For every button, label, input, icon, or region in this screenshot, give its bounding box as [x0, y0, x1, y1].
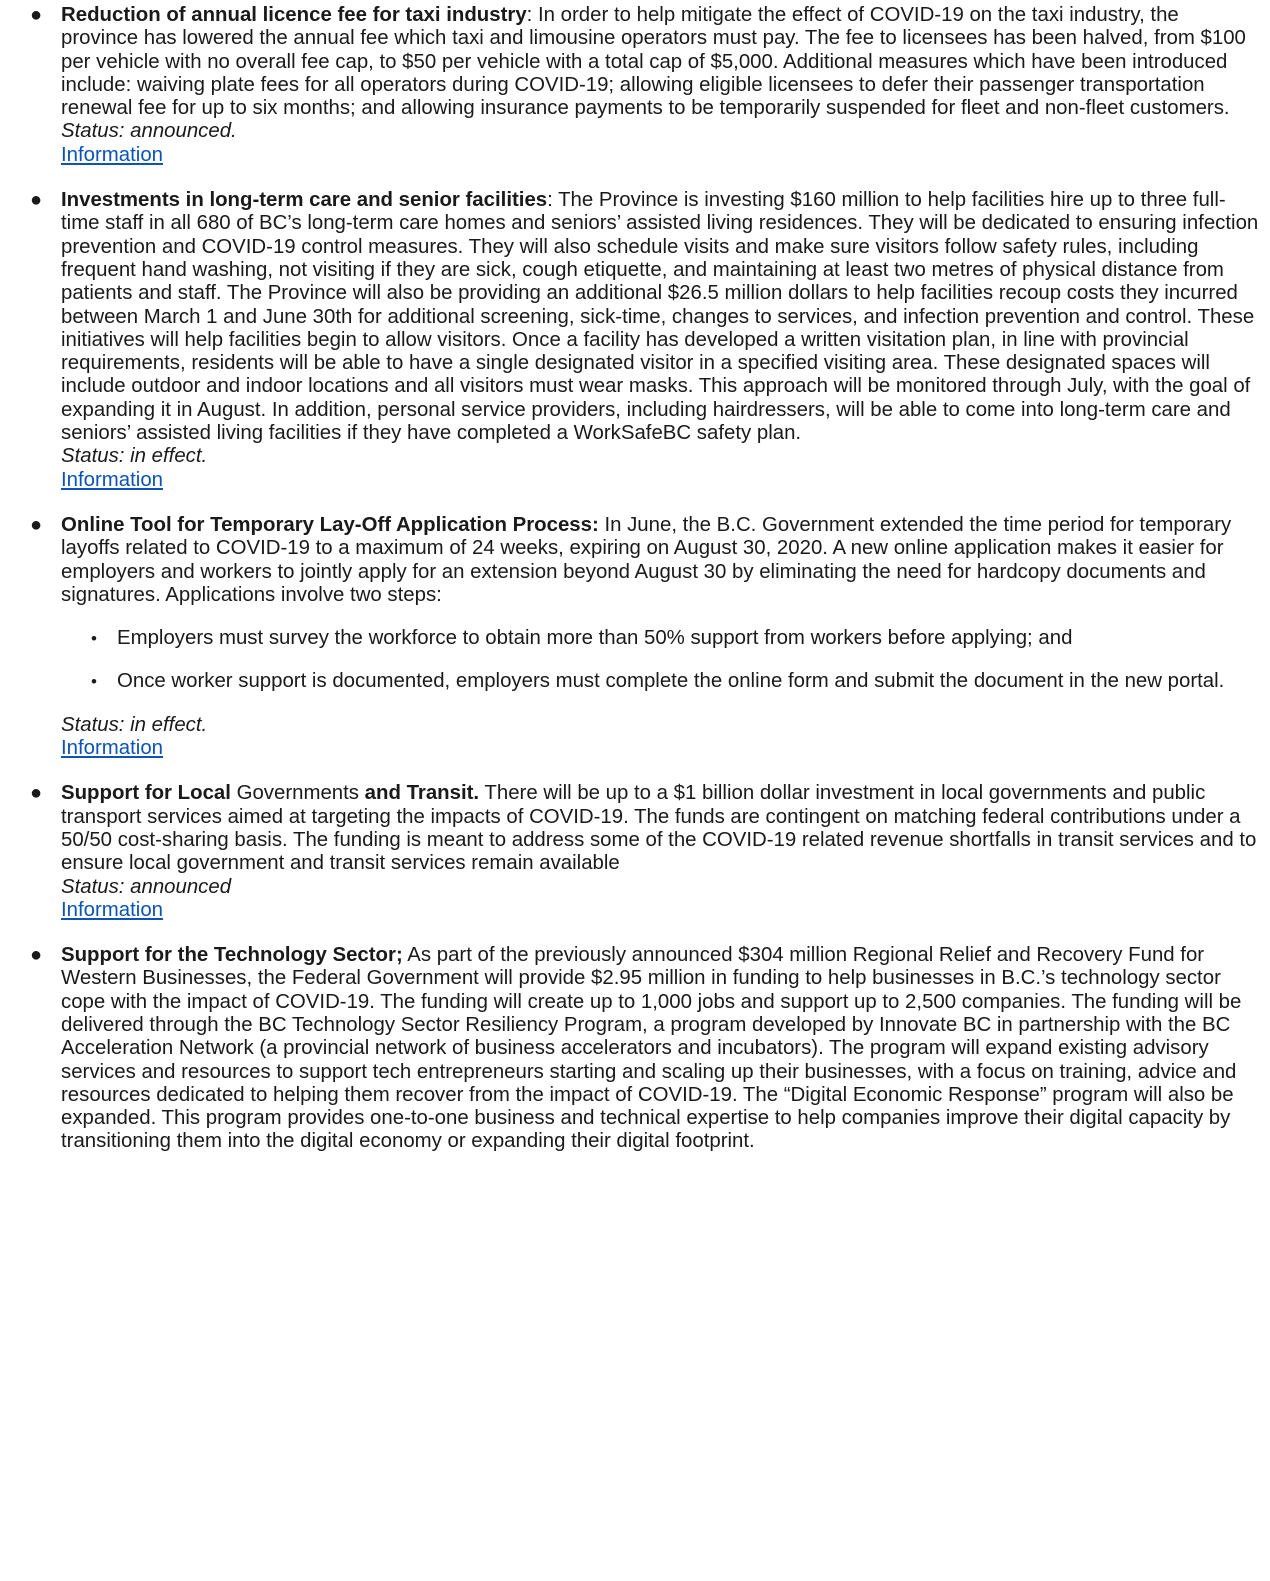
item-paragraph — [61, 944, 1260, 1154]
sub-bullet-icon: • — [91, 672, 97, 692]
item-body: : The Province is investing $160 million to help facilities hire up to three full-time staff in all 680 of BC’s long-term care homes and seniors’ assisted living residences. They will be dedicated to ensuring infection prevention and COVID-19 control measures. They will also schedule visits and make sure visitors follow safety rules, including frequent hand washing, not visiting if they are sick, cough etiquette, and maintaining at least two metres of physical distance from patients and staff. The Province will also be providing an additional $26.5 million dollars to help facilities recoup costs they incurred between March 1 and June 30th for additional screening, sick-time, changes to services, and infection prevention and control. These initiatives will help facilities begin to allow visitors. Once a facility has developed a written visitation plan, in line with provincial requirements, residents will be able to have a single designated visitor in a specified visiting area. These designated spaces will include outdoor and indoor locations and all visitors must wear masks. This approach will be monitored through July, with the goal of expanding it in August. In addition, personal service providers, including hairdressers, will be able to come into long-term care and seniors’ assisted living facilities if they have completed a WorkSafeBC safety plan. — [61, 189, 1259, 445]
bullet-icon: ● — [30, 782, 43, 805]
list-item-taxi-fee — [0, 4, 1270, 167]
item-body: In June, the B.C. Government extended the time period for temporary layoffs related to COVID-19 to a maximum of 24 weeks, expiring on August 30, 2020. A new online application makes it easier for employers and workers to jointly apply for an extension beyond August 30 by eliminating the need for hardcopy documents and signatures. Applications involve two steps: — [61, 513, 1232, 606]
sub-list-item — [85, 627, 1260, 650]
status-text: Status: announced — [61, 875, 232, 898]
list-item-technology-sector — [0, 944, 1270, 1154]
item-body: There will be up to a $1 billion dollar investment in local governments and public transport services aimed at targeting the impacts of COVID-19. The funds are contingent on matching federal contributions under a 50/50 cost-sharing basis. The funding is meant to address some of the COVID-19 related revenue shortfalls in transit services and to ensure local government and transit services remain available — [61, 782, 1257, 875]
status-text: Status: announced. — [61, 120, 237, 143]
sub-list-item — [85, 670, 1260, 693]
bullet-icon: ● — [30, 189, 43, 212]
item-title: Reduction of annual licence fee for taxi industry — [61, 4, 527, 26]
item-body: : In order to help mitigate the effect of COVID-19 on the taxi industry, the province has lowered the annual fee which taxi and limousine operators must pay. The fee to licensees has been halved, from $100 per vehicle with no overall fee cap, to $50 per vehicle with a total cap of $5,000. Additional measures which have been introduced include: waiving plate fees for all operators during COVID-19; allowing eligible licensees to defer their passenger transportation renewal fee for up to six months; and allowing insurance payments to be temporarily suspended for fleet and non-fleet customers. — [61, 4, 1246, 120]
status-text: Status: in effect. — [61, 445, 208, 468]
bullet-icon: ● — [30, 4, 43, 26]
list-item-local-governments-transit — [0, 782, 1270, 922]
information-link[interactable]: Information — [61, 468, 164, 491]
item-title: Online Tool for Temporary Lay-Off Application Process: — [61, 513, 599, 536]
item-paragraph — [61, 4, 1260, 120]
status-text: Status: in effect. — [61, 713, 208, 736]
bullet-icon: ● — [30, 513, 43, 536]
item-title: Support for the Technology Sector; — [61, 944, 403, 967]
item-title: and Transit. — [364, 782, 480, 805]
sub-bullet-icon: • — [91, 629, 97, 649]
information-link[interactable]: Information — [61, 143, 164, 166]
item-paragraph — [61, 782, 1260, 875]
list-item-lay-off-tool — [0, 514, 1270, 760]
steps-sublist — [61, 627, 1260, 694]
measures-list — [0, 4, 1270, 1154]
item-paragraph — [61, 189, 1260, 445]
information-link[interactable]: Information — [61, 737, 164, 760]
sub-item-text: Employers must survey the workforce to obtain more than 50% support from workers before applying; and — [117, 627, 1073, 650]
item-title: Support for Local — [61, 782, 231, 805]
information-link[interactable]: Information — [61, 898, 164, 921]
item-title: Investments in long-term care and senior facilities — [61, 189, 548, 212]
item-title-plain: Governments — [230, 782, 365, 805]
item-paragraph — [61, 514, 1260, 607]
sub-item-text: Once worker support is documented, employers must complete the online form and submit the document in the new portal. — [117, 670, 1225, 693]
list-item-long-term-care — [0, 189, 1270, 492]
item-body: As part of the previously announced $304 million Regional Relief and Recovery Fund for Western Businesses, the Federal Government will provide $2.95 million in funding to help businesses in B.C.’s technology sector cope with the impact of COVID-19. The funding will create up to 1,000 jobs and support up to 2,500 companies. The funding will be delivered through the BC Technology Sector Resiliency Program, a program developed by Innovate BC in partnership with the BC Acceleration Network (a provincial network of business accelerators and incubators). The program will expand existing advisory services and resources to support tech entrepreneurs starting and scaling up their businesses, with a focus on training, advice and resources dedicated to helping them recover from the impact of COVID-19. The “Digital Economic Response” program will also be expanded. This program provides one-to-one business and technical expertise to help companies improve their digital capacity by transitioning them into the digital economy or expanding their digital footprint. — [61, 944, 1242, 1153]
bullet-icon: ● — [30, 944, 43, 967]
